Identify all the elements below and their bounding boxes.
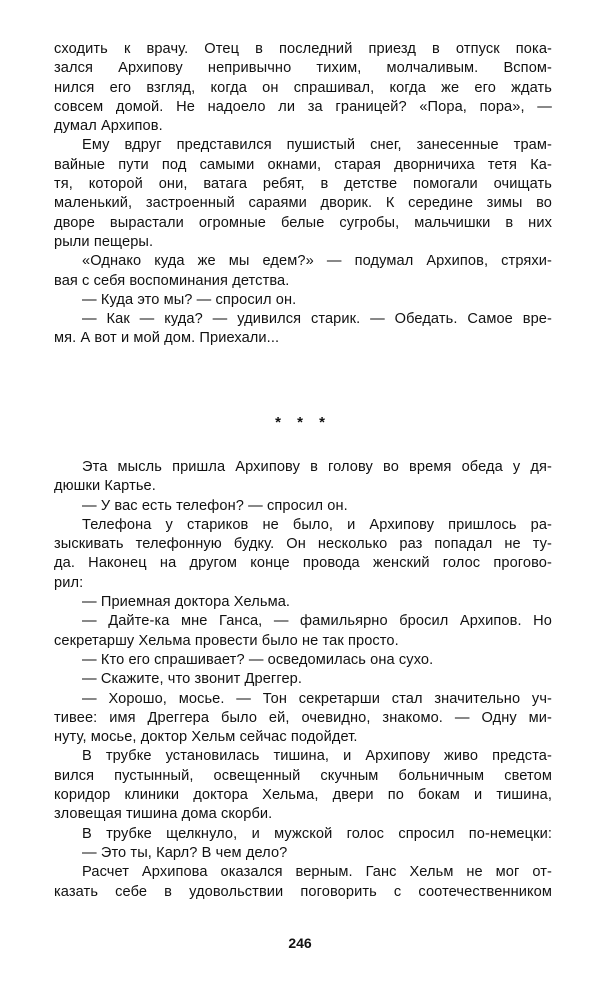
text-line: сходить к врачу. Отец в последний приезд в отпуск пока- (54, 41, 552, 57)
text-line: секретаршу Хельма провести было не так просто. (54, 632, 399, 649)
text-line: мя. А вот и мой дом. Приехали... (54, 330, 280, 347)
text-line: — Скажите, что звонит Дреггер. (82, 671, 303, 688)
text-line: вая с себя воспоминания детства. (54, 272, 290, 289)
text-line: рыли пещеры. (54, 233, 154, 250)
text-line: тя, которой они, ватага ребят, в детстве помогали очищать (54, 176, 552, 193)
text-line: да. Наконец на другом конце провода женский голос прогово- (54, 555, 552, 572)
text-line: — Дайте-ка мне Ганса, — фамильярно бросил Архипов. Но (82, 613, 552, 630)
text-line: нуту, мосье, доктор Хельм сейчас подойдет. (54, 729, 358, 746)
text-line: Телефона у стариков не было, и Архипову пришлось ра- (82, 516, 552, 533)
text-line: — У вас есть телефон? — спросил он. (82, 497, 348, 514)
text-line: вайные пути под самыми окнами, старая дворничиха тетя Ка- (54, 156, 552, 173)
text-line: Ему вдруг представился пушистый снег, занесенные трам- (82, 137, 552, 154)
text-line: рил: (54, 574, 84, 591)
page-number: 246 (288, 935, 312, 951)
text-line: дюшки Картье. (54, 478, 156, 495)
text-line: — Приемная доктора Хельма. (82, 594, 291, 611)
text-line: коридор клиники доктора Хельма, двери по бокам и тишина, (54, 787, 552, 804)
text-line: Эта мысль пришла Архипову в голову во время обеда у дя- (82, 459, 552, 475)
text-line: — Это ты, Карл? В чем дело? (82, 844, 288, 861)
text-line: совсем домой. Не надоело ли за границей? «Пора, пора», — (54, 98, 552, 115)
text-line: Расчет Архипова оказался верным. Ганс Хельм не мог от- (82, 864, 552, 881)
text-line: маленький, застроенный сараями дворик. К середине зимы во (54, 195, 552, 212)
text-line: тивее: имя Дреггера было ей, очевидно, знакомо. — Одну ми- (54, 709, 552, 726)
text-line: — Кто его спрашивает? — осведомилась она сухо. (82, 651, 434, 668)
text-line: зловещая тишина дома скорби. (54, 806, 273, 823)
section-separator: * * * (275, 414, 331, 431)
text-line: зыскивать телефонную будку. Он несколько раз попадал не ту- (54, 536, 552, 553)
text-line: В трубке щелкнуло, и мужской голос спросил по-немецки: (82, 825, 552, 842)
text-block-after-separator (54, 458, 552, 902)
text-line: — Хорошо, мосье. — Тон секретарши стал значительно уч- (82, 690, 552, 707)
text-line: зался Архипову непривычно тихим, молчаливым. Вспом- (54, 60, 552, 77)
text-block-before-separator (54, 40, 552, 349)
text-line: казать себе в удовольствии поговорить с соотечественником (54, 883, 552, 900)
text-line: В трубке установилась тишина, и Архипову живо предста- (82, 748, 552, 765)
text-line: — Как — куда? — удивился старик. — Обедать. Самое вре- (82, 311, 552, 328)
text-line: — Куда это мы? — спросил он. (82, 291, 297, 308)
text-line: дворе вырастали огромные белые сугробы, мальчишки в них (54, 214, 552, 231)
text-line: нился его взгляд, когда он спрашивал, когда же его ждать (54, 79, 552, 96)
text-line: «Однако куда же мы едем?» — подумал Архипов, стряхи- (82, 253, 552, 270)
text-line: вился пустынный, освещенный скучным больничным светом (54, 767, 552, 784)
text-line: думал Архипов. (54, 118, 163, 135)
